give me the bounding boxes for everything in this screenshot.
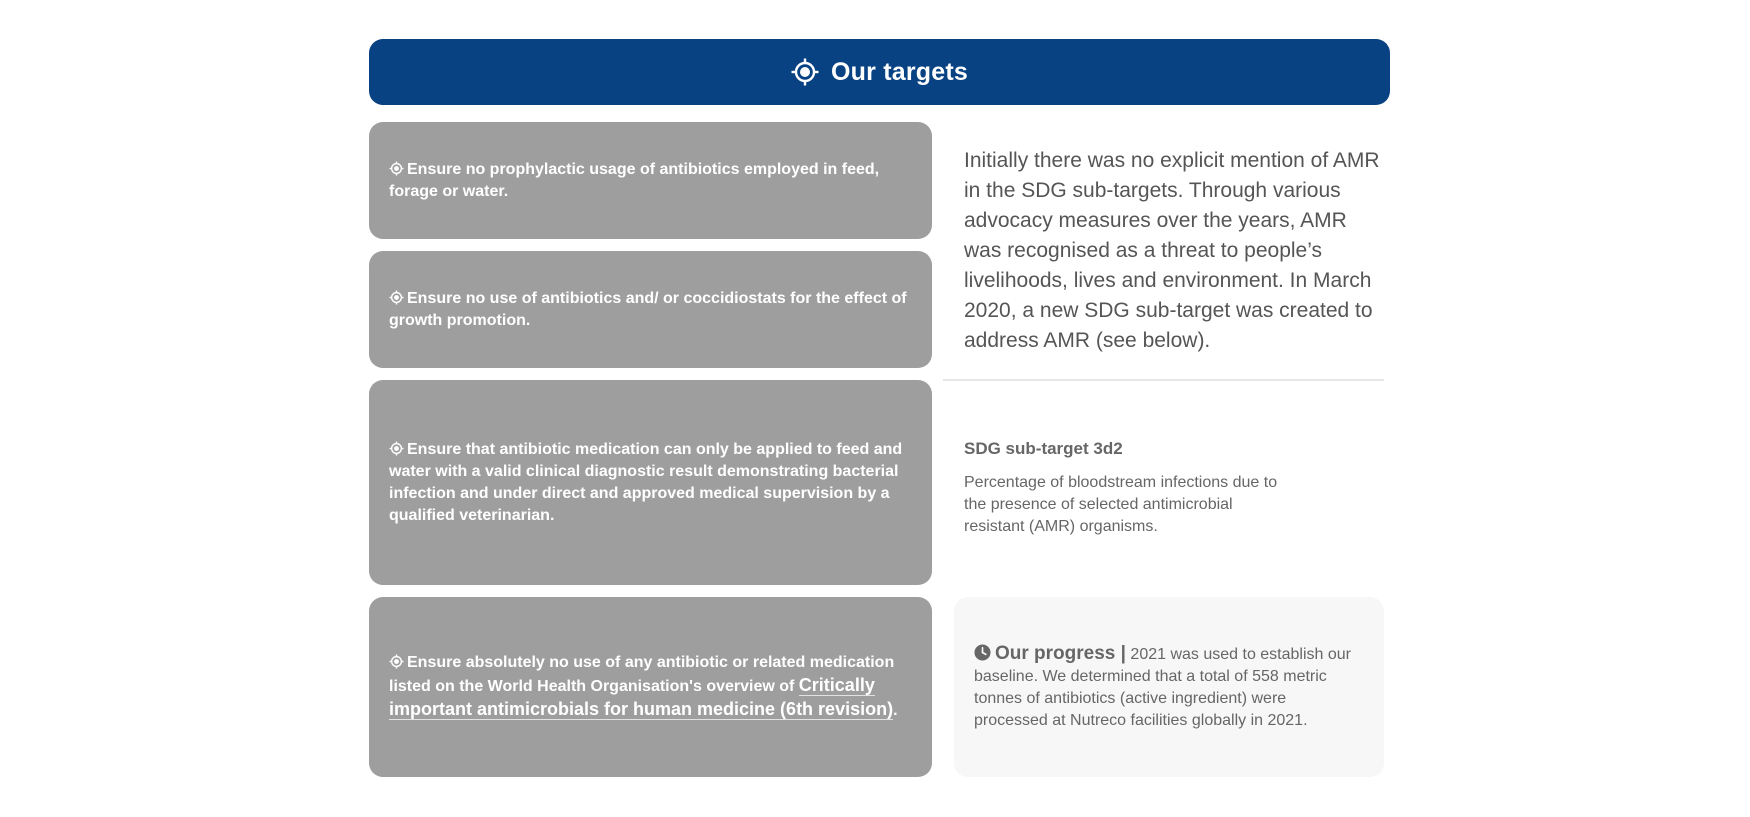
section-divider (943, 379, 1384, 381)
sdg-description: Percentage of bloodstream infections due to the presence of selected antimicrobial resistant (AMR) organisms. (964, 474, 1278, 535)
target-icon (389, 161, 404, 176)
progress-box (954, 597, 1384, 777)
progress-label: Our progress | (995, 642, 1126, 664)
who-critically-important-antimicrobials-link[interactable]: Critically important antimicrobials for human medicine (6th revision) (389, 675, 894, 719)
page-title: Our targets (831, 57, 968, 86)
target-card (369, 380, 932, 585)
target-text-wrapper (389, 288, 912, 332)
target-icon (389, 654, 404, 669)
target-icon (791, 58, 819, 86)
target-text-end: . (893, 702, 898, 719)
target-text: Ensure no use of antibiotics and/ or coccidiostats for the effect of growth promotion. (389, 289, 907, 329)
target-text-wrapper (389, 439, 912, 527)
sdg-heading: SDG sub-target 3d2 (964, 439, 1123, 458)
target-card (369, 251, 932, 368)
target-card (369, 122, 932, 239)
target-text: Ensure absolutely no use of any antibiotic or related medication listed on the World Health Organisation's overview of (389, 654, 895, 695)
progress-text-wrapper (974, 643, 1364, 732)
targets-header (369, 39, 1390, 105)
target-text-wrapper (389, 652, 912, 722)
progress-text: 2021 was used to establish our baseline. We determined that a total of 558 metric tonnes of antibiotics (active ingredient) were processed at Nutreco facilities globally in 2021. (974, 645, 1351, 729)
target-text: Ensure that antibiotic medication can only be applied to feed and water with a valid clinical diagnostic result demonstrating bacterial infection and under direct and approved medical supervision by a qualified veterinarian. (389, 440, 903, 524)
target-text-wrapper (389, 159, 912, 203)
target-icon (389, 290, 404, 305)
target-text: Ensure no prophylactic usage of antibiotics employed in feed, forage or water. (389, 160, 880, 200)
target-icon (389, 441, 404, 456)
amr-intro-text: Initially there was no explicit mention of AMR in the SDG sub-targets. Through various advocacy measures over the years, AMR was recognised as a threat to people’s livelihoods, lives and environment. In March 2020, a new SDG sub-target was created to address AMR (see below). (964, 149, 1380, 352)
target-card (369, 597, 932, 777)
clock-icon (974, 644, 991, 661)
